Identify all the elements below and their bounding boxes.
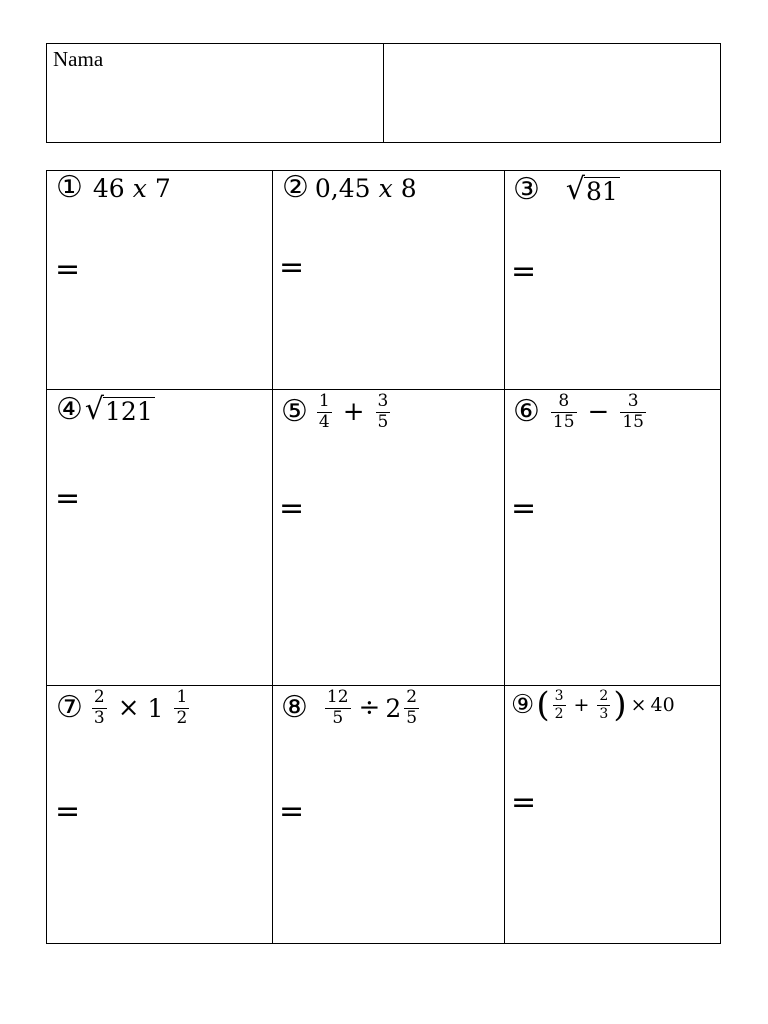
fraction: $\frac{12}{5}$ [326, 687, 349, 728]
fraction: $\frac{3}{2}$ [554, 688, 564, 722]
equals-sign: = [511, 254, 537, 289]
square-root: √ 121 [84, 392, 153, 427]
fraction: $\frac{2}{3}$ [599, 688, 609, 722]
problem-grid [46, 170, 721, 944]
problem-cell-6[interactable] [505, 390, 721, 685]
problem-5: ⑤ $\frac{1}{4}$ + $\frac{3}{5}$ [281, 391, 389, 432]
equals-sign: = [279, 491, 305, 526]
problem-number: ③ [513, 172, 540, 207]
problem-8: ⑧ $\frac{12}{5}$ ÷ 2 $\frac{2}{5}$ [281, 687, 418, 728]
problem-cell-2[interactable] [273, 171, 504, 389]
problem-number: ⑧ [281, 690, 308, 726]
problem-cell-8[interactable] [273, 686, 504, 944]
fraction: $\frac{1}{2}$ [176, 687, 188, 728]
square-root: √ 81 [565, 172, 618, 207]
problem-4 [56, 392, 155, 427]
equals-sign: = [55, 481, 81, 516]
problem-number: ② [282, 170, 309, 205]
header-table [46, 43, 721, 143]
problem-cell-5[interactable] [273, 390, 504, 685]
fraction: $\frac{8}{15}$ [552, 391, 575, 432]
fraction: $\frac{3}{5}$ [377, 391, 389, 432]
problem-cell-1[interactable] [47, 171, 272, 389]
fraction: $\frac{3}{15}$ [622, 391, 644, 432]
problem-number: ⑦ [56, 690, 83, 726]
equals-sign: = [279, 794, 305, 829]
problem-2: ② 0,45 x 8 [282, 170, 417, 205]
fraction: $\frac{2}{3}$ [93, 687, 105, 728]
problem-number: ⑤ [281, 394, 308, 430]
fraction: $\frac{1}{4}$ [318, 391, 330, 432]
problem-1: ① 46 x 7 [56, 170, 171, 205]
problem-number: ⑨ [511, 690, 535, 720]
equals-sign: = [55, 794, 81, 829]
equals-sign: = [511, 785, 537, 820]
problem-cell-4[interactable] [47, 390, 272, 685]
problem-3 [513, 172, 620, 207]
problem-number: ④ [56, 392, 83, 427]
equals-sign: = [279, 250, 305, 285]
name-entry-cell[interactable] [384, 44, 720, 142]
problem-number: ① [56, 170, 83, 205]
equals-sign: = [55, 252, 81, 287]
problem-cell-9[interactable] [505, 686, 721, 944]
fraction: $\frac{2}{5}$ [406, 687, 418, 728]
problem-cell-3[interactable] [505, 171, 721, 389]
problem-number: ⑥ [513, 394, 540, 430]
problem-cell-7[interactable] [47, 686, 272, 944]
problem-6: ⑥ $\frac{8}{15}$ − $\frac{3}{15}$ [513, 391, 644, 432]
name-cell [47, 44, 384, 142]
name-label: Nama [53, 47, 104, 71]
problem-7: ⑦ $\frac{2}{3}$ × 1 $\frac{1}{2}$ [56, 687, 188, 728]
problem-9: ⑨ ( $\frac{3}{2}$ + $\frac{2}{3}$ ) × 40 [511, 685, 675, 725]
equals-sign: = [511, 491, 537, 526]
